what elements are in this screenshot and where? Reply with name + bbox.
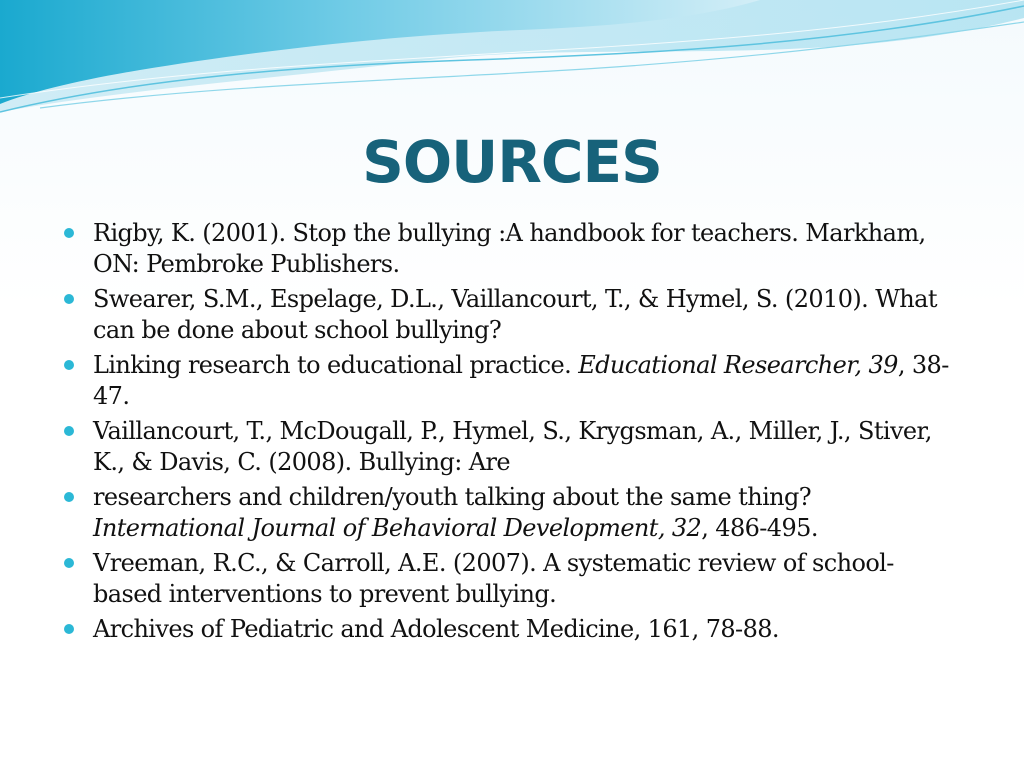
bullet-icon [64, 228, 74, 238]
header-wave-decoration [0, 0, 1024, 130]
reference-text: Vaillancourt, T., McDougall, P., Hymel, S., Krygsman, A., Miller, J., Stiver, K., & Davis, C. (2008). Bullying: Are [93, 417, 932, 476]
reference-text: Rigby, K. (2001). Stop the bullying :A handbook for teachers. Markham, ON: Pembroke Publishers. [93, 219, 926, 278]
reference-item [62, 548, 962, 610]
bullet-icon [64, 558, 74, 568]
reference-item [62, 416, 962, 478]
bullet-icon [64, 360, 74, 370]
reference-text: , 38-47. [93, 351, 949, 410]
reference-text: researchers and children/youth talking about the same thing? [93, 483, 812, 511]
reference-item [62, 284, 962, 346]
reference-text: Linking research to educational practice. [93, 351, 579, 379]
reference-item [62, 482, 962, 544]
bullet-icon [64, 426, 74, 436]
reference-text: , 486-495. [701, 514, 818, 542]
reference-item [62, 614, 962, 645]
reference-text: Vreeman, R.C., & Carroll, A.E. (2007). A systematic review of school-based interventions to prevent bullying. [93, 549, 894, 608]
reference-italic-text: Educational Researcher, 39 [578, 351, 898, 379]
bullet-icon [64, 294, 74, 304]
reference-item [62, 350, 962, 412]
references-list [62, 218, 962, 649]
bullet-icon [64, 492, 74, 502]
bullet-icon [64, 624, 74, 634]
reference-text: Swearer, S.M., Espelage, D.L., Vaillancourt, T., & Hymel, S. (2010). What can be done about school bullying? [93, 285, 937, 344]
slide-title: SOURCES [362, 128, 662, 196]
reference-item [62, 218, 962, 280]
reference-text: Archives of Pediatric and Adolescent Medicine, 161, 78-88. [93, 615, 779, 643]
reference-italic-text: International Journal of Behavioral Development, 32 [93, 514, 702, 542]
